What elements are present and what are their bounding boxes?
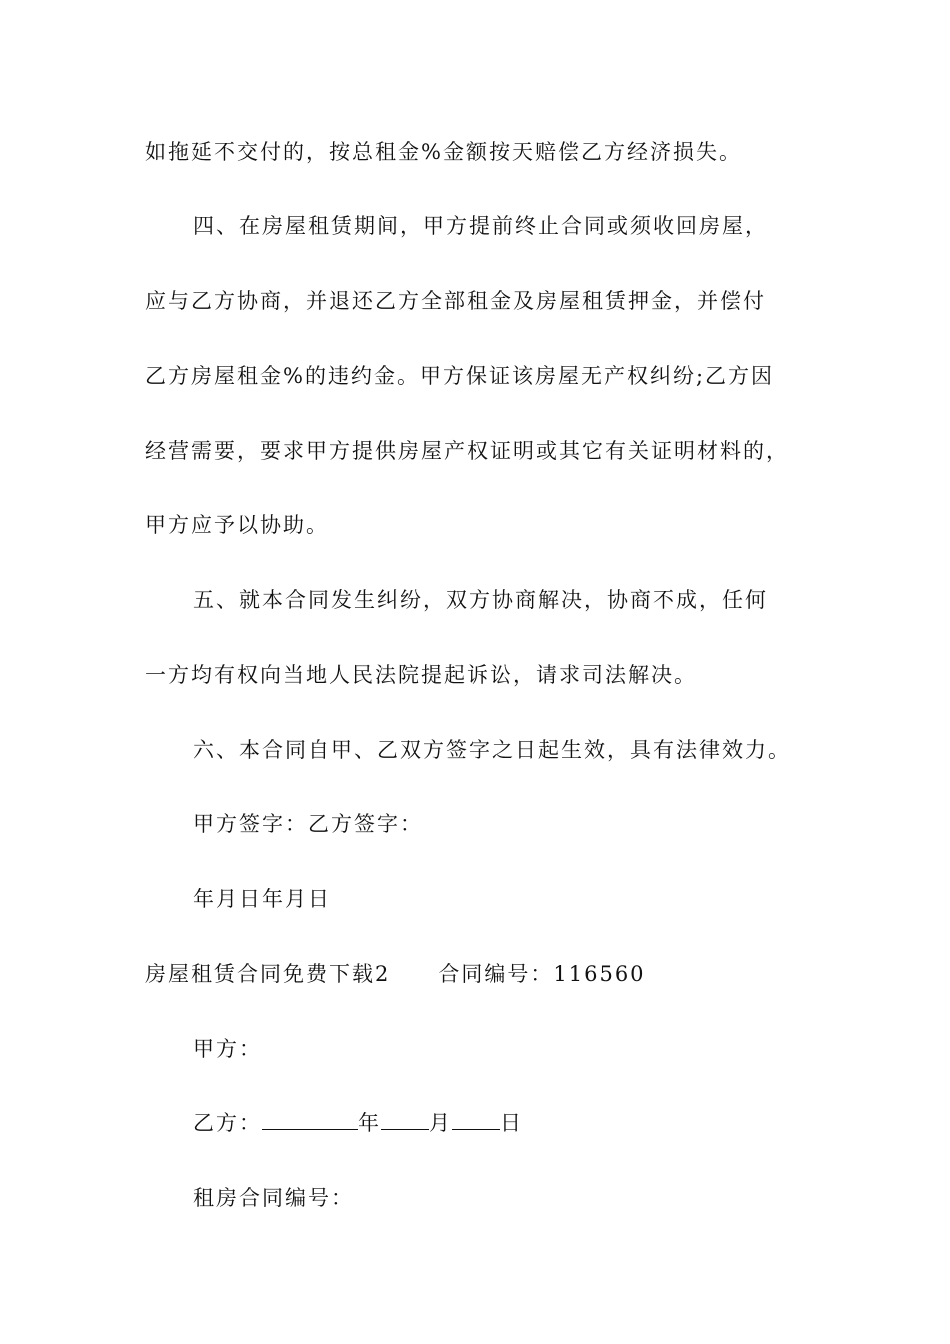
rent-number-line: 租房合同编号： [193, 1186, 354, 1210]
paragraph-line: 一方均有权向当地人民法院提起诉讼，请求司法解决。 [145, 663, 697, 687]
paragraph-line: 如拖延不交付的，按总租金%金额按天赔偿乙方经济损失。 [145, 140, 742, 164]
paragraph-line: 甲方应予以协助。 [145, 513, 329, 537]
paragraph-line: 五、就本合同发生纠纷，双方协商解决，协商不成，任何 [193, 588, 768, 612]
month-label: 月 [429, 1111, 452, 1135]
paragraph-line: 乙方房屋租金%的违约金。甲方保证该房屋无产权纠纷;乙方因 [145, 364, 775, 388]
party-a-line: 甲方： [193, 1037, 262, 1061]
contract-heading [145, 959, 646, 989]
blank-underline [381, 1109, 429, 1130]
contract-title: 房屋租赁合同免费下载2 [145, 962, 391, 986]
signature-line: 甲方签字：乙方签字： [193, 812, 423, 836]
paragraph-line: 四、在房屋租赁期间，甲方提前终止合同或须收回房屋， [193, 214, 768, 238]
blank-underline [262, 1109, 358, 1130]
paragraph-line: 经营需要，要求甲方提供房屋产权证明或其它有关证明材料的， [145, 439, 789, 463]
blank-underline [452, 1109, 500, 1130]
year-label: 年 [358, 1111, 381, 1135]
paragraph-line: 六、本合同自甲、乙双方签字之日起生效，具有法律效力。 [193, 738, 791, 762]
day-label: 日 [500, 1111, 523, 1135]
party-b-label: 乙方： [193, 1111, 262, 1135]
party-b-line [193, 1108, 523, 1138]
paragraph-line: 应与乙方协商，并退还乙方全部租金及房屋租赁押金，并偿付 [145, 289, 766, 313]
date-line: 年月日年月日 [193, 887, 331, 911]
contract-number: 合同编号：116560 [438, 962, 646, 986]
